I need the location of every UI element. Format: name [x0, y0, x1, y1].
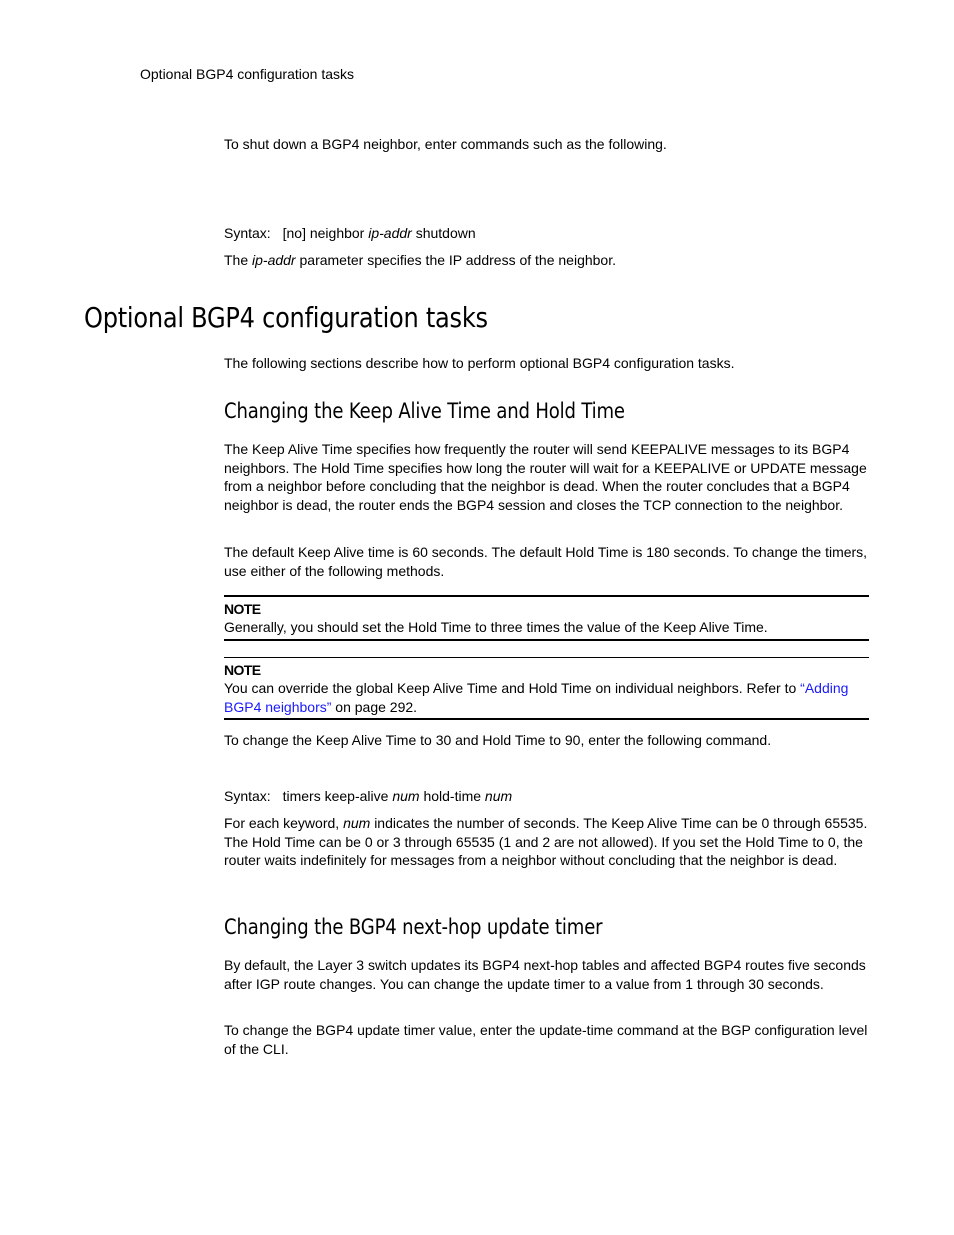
- param-name: ip-addr: [252, 252, 296, 268]
- para4-num: num: [343, 815, 371, 831]
- syntax-neighbor: neighbor: [309, 225, 365, 241]
- keepalive-para1: The Keep Alive Time specifies how frequently the router will send KEEPALIVE messages to its BGP4 neighbors. The Hold Time specifies how long the router will wait for a KEEPALIVE or UPDATE message from a neighbor before concluding that the neighbor is dead. When the router concludes that a BGP4 neighbor is dead, the router ends the BGP4 session and closes the TCP connection to the neighbor.: [224, 441, 867, 514]
- keepalive-para2: The default Keep Alive time is 60 seconds. The default Hold Time is 180 seconds. To change the timers, use either of the following methods.: [224, 544, 868, 579]
- keepalive-heading: Changing the Keep Alive Time and Hold Time: [224, 399, 625, 423]
- syntax-num-1: num: [392, 788, 420, 804]
- keepalive-para4: [224, 814, 869, 870]
- syntax-label: Syntax:: [224, 225, 271, 241]
- para4-prefix: For each keyword,: [224, 815, 340, 831]
- para2-prefix: To change the BGP4 update timer value, enter the: [224, 1022, 536, 1038]
- syntax-no: no: [286, 225, 303, 241]
- syntax-num-2: num: [484, 788, 513, 804]
- para4-suffix: indicates the number of seconds. The Keep Alive Time can be 0 through 65535. The Hold Time can be 0 or 3 through 65535 (1 and 2 are not allowed). If you set the Hold Time to 0, the router waits indefinitely for messages from a neighbor without concluding that the neighbor is dead.: [224, 815, 868, 869]
- note-2-prefix: You can override the global Keep Alive Time and Hold Time on individual neighbors. Refer to: [224, 680, 801, 696]
- note-1: [224, 595, 869, 641]
- note-2-body: [224, 679, 869, 719]
- param-suffix: parameter specifies the IP address of the neighbor.: [299, 252, 616, 268]
- note-2: [224, 657, 869, 720]
- note-1-heading: NOTE: [224, 601, 261, 617]
- syntax-label: Syntax:: [224, 788, 271, 804]
- section-intro: The following sections describe how to perform optional BGP4 configuration tasks.: [224, 355, 735, 371]
- note-2-heading: NOTE: [224, 662, 261, 678]
- syntax-timers: timers keep-alive: [282, 788, 389, 804]
- shutdown-syntax: [224, 224, 869, 242]
- timers-syntax: [224, 787, 869, 805]
- running-header: Optional BGP4 configuration tasks: [140, 66, 355, 82]
- para2-suffix: command at the BGP configuration level of the CLI.: [224, 1022, 868, 1057]
- section-title: Optional BGP4 configuration tasks: [84, 301, 488, 334]
- note-2-suffix: on page 292.: [331, 698, 418, 715]
- keepalive-para3: To change the Keep Alive Time to 30 and Hold Time to 90, enter the following command.: [224, 732, 772, 748]
- syntax-hold-time: hold-time: [423, 788, 482, 804]
- syntax-bracket-open: [: [282, 225, 287, 241]
- note-1-body: Generally, you should set the Hold Time to three times the value of the Keep Alive Time.: [224, 619, 768, 635]
- adding-neighbors-link[interactable]: “Adding BGP4 neighbors”: [224, 680, 849, 715]
- shutdown-param-desc: [224, 251, 869, 270]
- nexthop-para1: By default, the Layer 3 switch updates its BGP4 next-hop tables and affected BGP4 routes five seconds after IGP route changes. You can change the update timer to a value from 1 through 30 seconds.: [224, 957, 866, 992]
- shutdown-intro: To shut down a BGP4 neighbor, enter commands such as the following.: [224, 136, 667, 152]
- syntax-shutdown: shutdown: [415, 225, 476, 241]
- nexthop-heading: Changing the BGP4 next-hop update timer: [224, 915, 603, 939]
- param-prefix: The: [224, 252, 249, 268]
- update-time-command: update-time: [539, 1022, 614, 1038]
- syntax-bracket-close: ]: [302, 225, 306, 241]
- nexthop-para2: [224, 1021, 869, 1058]
- syntax-param: ip-addr: [368, 225, 412, 241]
